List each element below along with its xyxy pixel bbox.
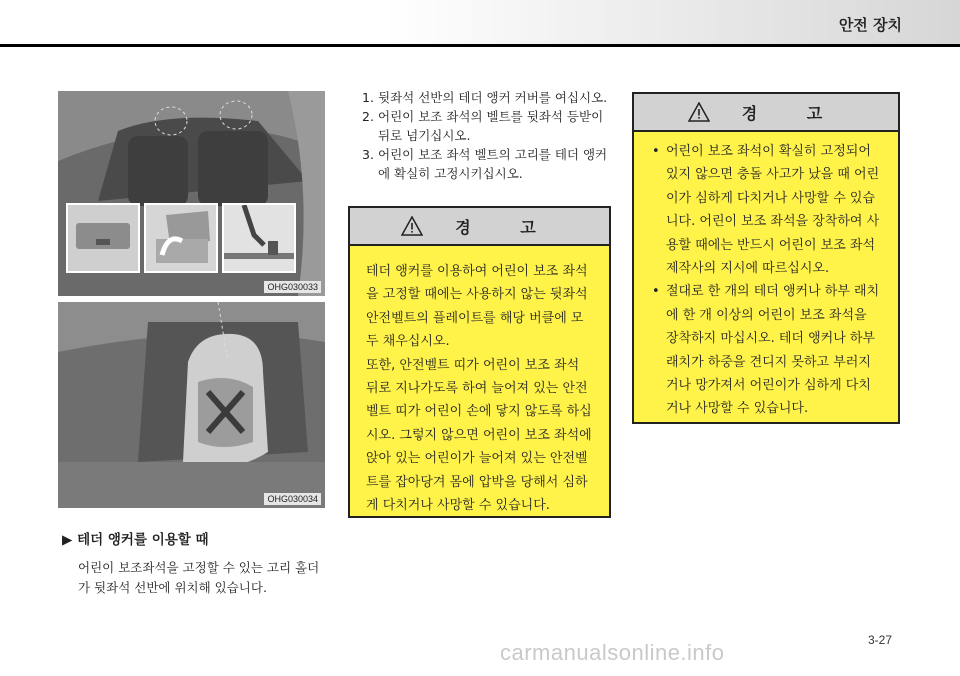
section-title: 안전 장치: [838, 16, 902, 34]
step-number: 3.: [362, 147, 374, 162]
step-text: 어린이 보조 좌석 벨트의 고리를 테더 앵커에 확실히 고정시키십시오.: [378, 147, 608, 181]
step-item: [362, 145, 612, 183]
bullet-marker: •: [652, 284, 660, 300]
warning-bullet-text: 어린이 보조 좌석이 확실히 고정되어 있지 않으면 충돌 사고가 났을 때 어린이가 심하게 다치거나 사망할 수 있습니다. 어린이 보조 좌석을 장착하여 사용할 때에는 반드시 어린이 보조 좌석 제작사의 지시에 따르십시오.: [666, 144, 880, 277]
warning-paragraph: 또한, 안전벨트 띠가 어린이 보조 좌석 뒤로 지나가도록 하여 늘어져 있는 안전벨트 띠가 어린이 손에 닿지 않도록 하십시오. 그렇지 않으면 어린이 보조 좌석에 앉아 있는 어린이가 늘어져 있는 안전벨트를 잡아당겨 몸에 압박을 당해서 심하게 다치거나 사망할 수 있습니다.: [366, 357, 592, 514]
warning-triangle-icon: [688, 102, 710, 122]
warning-box-center: [348, 206, 611, 518]
subsection-heading: [62, 528, 209, 548]
bullet-marker: •: [652, 144, 660, 159]
child-seat-illustration: [58, 302, 325, 508]
inset-tether-hook: [222, 203, 296, 273]
warning-body: [350, 246, 609, 517]
figure-tether-anchor-photo: [58, 91, 325, 296]
step-item: [362, 107, 612, 145]
subsection-body: 어린이 보조좌석을 고정할 수 있는 고리 홀더가 뒷좌석 선반에 위치해 있습니다.: [78, 560, 320, 595]
warning-triangle-icon: [401, 216, 423, 236]
warning-bullet-item: [650, 140, 882, 280]
page-number: 3-27: [868, 633, 893, 647]
warning-body: [634, 132, 898, 421]
triangle-marker-icon: ▶: [62, 532, 73, 548]
tether-hook-icon: [224, 205, 294, 271]
figure-code: OHG030033: [264, 281, 321, 293]
header-bar: [0, 0, 960, 47]
warning-header: [350, 208, 609, 246]
warning-title: 경 고: [455, 217, 558, 237]
inset-anchor-cover-closed: [66, 203, 140, 273]
step-text: 어린이 보조 좌석의 벨트를 뒷좌석 등받이 뒤로 넘기십시오.: [378, 109, 604, 143]
subsection-title: 테더 앵커를 이용할 때: [77, 532, 209, 548]
step-item: [362, 88, 612, 107]
figure-child-seat-photo: [58, 302, 325, 508]
warning-bullet-text: 절대로 한 개의 테더 앵커나 하부 래치에 한 개 이상의 어린이 보조 좌석을 장착하지 마십시오. 테더 앵커나 하부 래치가 하중을 견디지 못하고 부러지거나 망가져서 어린이가 심하게 다치거나 사망할 수 있습니다.: [666, 284, 880, 417]
step-number: 2.: [362, 109, 374, 124]
anchor-cover-closed-icon: [68, 205, 138, 271]
step-number: 1.: [362, 90, 374, 105]
watermark: carmanualsonline.info: [500, 640, 725, 665]
warning-header: [634, 94, 898, 132]
installation-steps: [362, 88, 612, 183]
warning-box-right: [632, 92, 900, 424]
warning-paragraph: 테더 앵커를 이용하여 어린이 보조 좌석을 고정할 때에는 사용하지 않는 뒷좌석 안전벨트의 플레이트를 해당 버클에 모두 채우십시오.: [366, 264, 588, 350]
inset-anchor-cover-open: [144, 203, 218, 273]
warning-title: 경 고: [741, 103, 845, 123]
anchor-cover-open-icon: [146, 205, 216, 271]
figure-code: OHG030034: [264, 493, 321, 505]
warning-bullet-item: [650, 280, 882, 420]
step-text: 뒷좌석 선반의 테더 앵커 커버를 여십시오.: [378, 90, 608, 105]
